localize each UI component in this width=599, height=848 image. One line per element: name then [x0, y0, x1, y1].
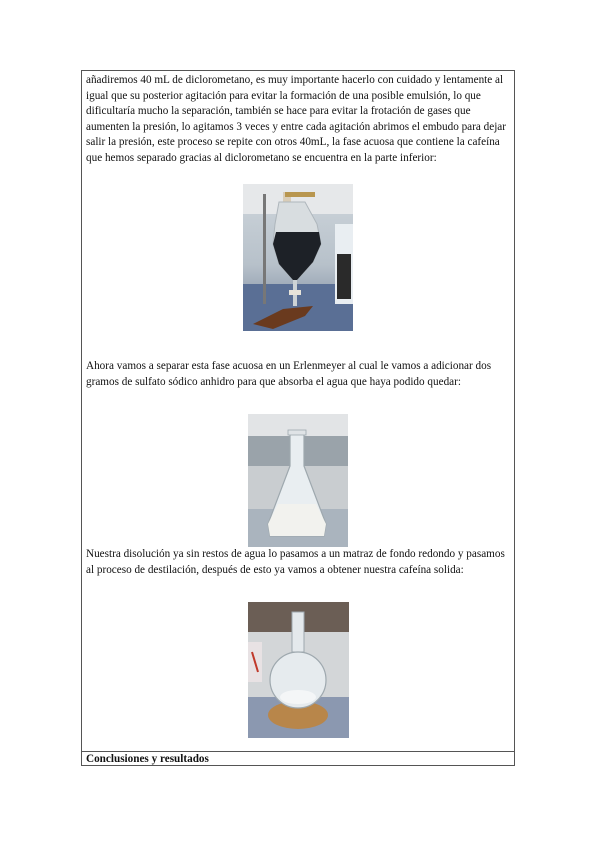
paragraph-erlenmeyer: Ahora vamos a separar esta fase acuosa en un Erlenmeyer al cual le vamos a adicionar dos gramos de sulfato sódico anhidro para que absorba el agua que haya podido quedar:: [86, 360, 492, 388]
round-bottom-flask-photo: [248, 602, 349, 738]
document-table-frame: [81, 70, 515, 766]
paragraph-separation-funnel: añadiremos 40 mL de diclorometano, es muy importante hacerlo con cuidado y lentamente al igual que su posterior agitación para evitar la formación de una posible emulsión, lo que dificultaría mucho la separación, también se hace para evitar la frotación de gases que aumenten la presión, lo agitamos 3 veces y entre cada agitación abrimos el embudo para dejar salir la presión, este proceso se repite con otros 40mL, la fase acuosa que contiene la cafeína que hemos separado gracias al diclorometano se encuentra en la parte inferior:: [86, 74, 506, 164]
erlenmeyer-flask-photo: [248, 414, 348, 547]
table-row-divider: [82, 751, 514, 752]
paragraph-distillation: Nuestra disolución ya sin restos de agua lo pasamos a un matraz de fondo redondo y pasamos al proceso de destilación, después de esto ya vamos a obtener nuestra cafeína solida:: [86, 548, 505, 576]
separatory-funnel-photo: [243, 184, 353, 331]
conclusions-heading: Conclusiones y resultados: [86, 753, 209, 765]
